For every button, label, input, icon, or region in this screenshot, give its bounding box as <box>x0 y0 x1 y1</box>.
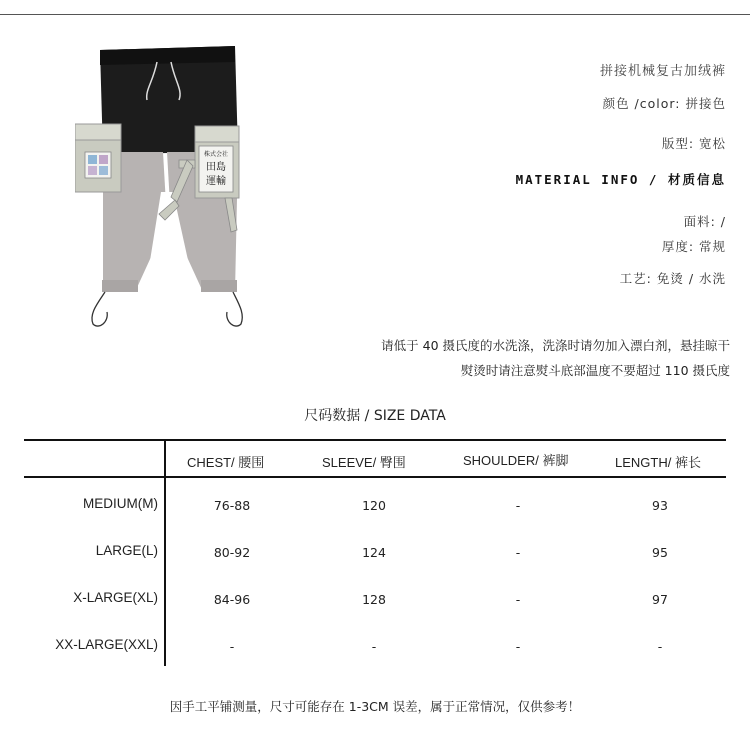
cell-m-sleeve: 120 <box>362 498 386 513</box>
cell-m-length: 93 <box>652 498 668 513</box>
fabric-info: 面料: / <box>683 214 726 229</box>
cell-xxl-length: - <box>657 639 663 654</box>
care-line-2: 熨烫时请注意熨斗底部温度不要超过 110 摄氏度 <box>460 363 730 378</box>
cell-l-chest: 80-92 <box>213 545 251 560</box>
thickness-info: 厚度: 常规 <box>661 239 726 254</box>
cell-xxl-chest: - <box>229 639 235 654</box>
size-table-title: 尺码数据 / SIZE DATA <box>304 408 446 424</box>
product-title: 拼接机械复古加绒裤 <box>599 64 726 79</box>
size-label-xxl: XX-LARGE(XXL) <box>55 637 158 652</box>
table-vertical-rule <box>164 439 166 666</box>
patch-text-2: 田島 <box>206 162 226 173</box>
size-label-xl: X-LARGE(XL) <box>73 590 158 605</box>
header-chest: CHEST/ 腰围 <box>187 455 265 470</box>
table-header-rule <box>24 476 726 478</box>
cell-xxl-shoulder: - <box>515 639 521 654</box>
top-divider <box>0 14 750 15</box>
table-top-rule <box>24 439 726 441</box>
size-label-l: LARGE(L) <box>95 543 158 558</box>
cell-xl-shoulder: - <box>515 592 521 607</box>
cell-l-shoulder: - <box>515 545 521 560</box>
cell-xxl-sleeve: - <box>371 639 377 654</box>
cell-l-sleeve: 124 <box>362 545 386 560</box>
product-image <box>75 42 255 332</box>
header-length: LENGTH/ 裤长 <box>615 455 701 470</box>
craft-info: 工艺: 免烫 / 水洗 <box>619 271 726 286</box>
patch-text-1: 株式会社 <box>203 151 229 158</box>
cell-xl-length: 97 <box>652 592 668 607</box>
patch-text-3: 運輸 <box>206 176 226 187</box>
care-line-1: 请低于 40 摄氏度的水洗涤，洗涤时请勿加入漂白剂，悬挂晾干 <box>381 338 730 353</box>
material-heading: MATERIAL INFO / 材质信息 <box>515 172 726 187</box>
cell-xl-chest: 84-96 <box>213 592 251 607</box>
measurement-disclaimer: 因手工平铺测量，尺寸可能存在 1-3CM 误差，属于正常情况，仅供参考！ <box>169 699 581 714</box>
cell-xl-sleeve: 128 <box>362 592 386 607</box>
color-info: 颜色 /color: 拼接色 <box>602 96 726 111</box>
header-shoulder: SHOULDER/ 裤脚 <box>463 453 569 468</box>
cell-m-chest: 76-88 <box>213 498 251 513</box>
size-label-m: MEDIUM(M) <box>83 496 158 511</box>
header-sleeve: SLEEVE/ 臀围 <box>322 455 406 470</box>
cell-m-shoulder: - <box>515 498 521 513</box>
fit-info: 版型: 宽松 <box>661 136 726 151</box>
cell-l-length: 95 <box>652 545 668 560</box>
